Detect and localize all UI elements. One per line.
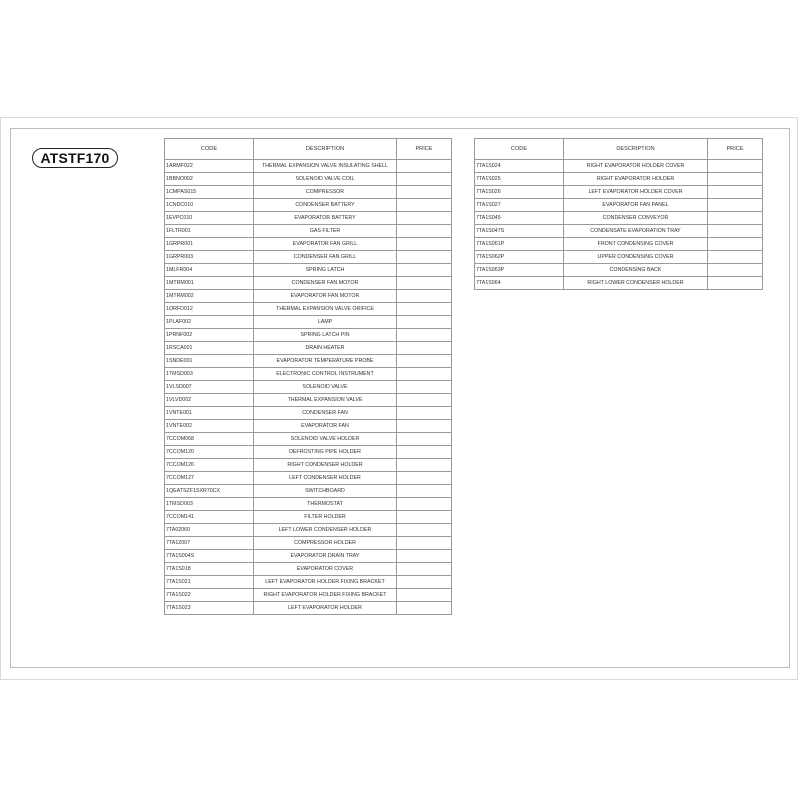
table-row bbox=[165, 368, 452, 381]
part-price bbox=[397, 316, 452, 329]
part-price bbox=[397, 303, 452, 316]
table-row bbox=[475, 251, 763, 264]
part-description: CONDENSER FAN bbox=[254, 407, 397, 420]
table-row bbox=[165, 316, 452, 329]
part-price bbox=[708, 212, 763, 225]
part-price bbox=[397, 446, 452, 459]
part-description: CONDENSER BATTERY bbox=[254, 199, 397, 212]
part-code: 1SNDE001 bbox=[165, 355, 254, 368]
table-row bbox=[165, 277, 452, 290]
table-row bbox=[165, 394, 452, 407]
part-price bbox=[397, 459, 452, 472]
part-description: EVAPORATOR FAN GRILL bbox=[254, 238, 397, 251]
part-code: 7TA1S061P bbox=[475, 238, 564, 251]
table-row bbox=[475, 238, 763, 251]
part-description: CONDENSER FAN GRILL bbox=[254, 251, 397, 264]
part-price bbox=[397, 420, 452, 433]
part-description: DEFROSTING PIPE HOLDER bbox=[254, 446, 397, 459]
part-price bbox=[397, 602, 452, 615]
part-code: 7CCOM120 bbox=[165, 446, 254, 459]
part-description: SOLENOID VALVE bbox=[254, 381, 397, 394]
part-description: CONDENSER CONVEYOR bbox=[564, 212, 708, 225]
part-code: 7CCOM127 bbox=[165, 472, 254, 485]
table-row bbox=[165, 381, 452, 394]
part-description: FRONT CONDENSING COVER bbox=[564, 238, 708, 251]
part-code: 7TA1S063P bbox=[475, 264, 564, 277]
part-code: 1CNDC010 bbox=[165, 199, 254, 212]
table-row bbox=[475, 277, 763, 290]
part-price bbox=[708, 199, 763, 212]
table-row bbox=[165, 524, 452, 537]
part-description: LEFT EVAPORATOR HOLDER COVER bbox=[564, 186, 708, 199]
part-price bbox=[397, 355, 452, 368]
part-code: 1PRNF002 bbox=[165, 329, 254, 342]
table-row bbox=[165, 537, 452, 550]
parts-table-right bbox=[474, 138, 763, 290]
part-description: LEFT CONDENSER HOLDER bbox=[254, 472, 397, 485]
header-price: PRICE bbox=[708, 139, 763, 160]
table-row bbox=[165, 407, 452, 420]
part-description: THERMAL EXPANSION VALVE INSULATING SHELL bbox=[254, 160, 397, 173]
table-row bbox=[165, 602, 452, 615]
part-code: 7CCOM141 bbox=[165, 511, 254, 524]
part-code: 1VLVD002 bbox=[165, 394, 254, 407]
table-row bbox=[475, 212, 763, 225]
part-code: 7CCOM068 bbox=[165, 433, 254, 446]
table-row bbox=[165, 446, 452, 459]
part-description: EVAPORATOR COVER bbox=[254, 563, 397, 576]
table-row bbox=[165, 238, 452, 251]
part-code: 1TMSD003 bbox=[165, 498, 254, 511]
part-description: SPRING LATCH bbox=[254, 264, 397, 277]
table-row bbox=[475, 186, 763, 199]
part-price bbox=[397, 225, 452, 238]
table-row bbox=[165, 251, 452, 264]
part-code: 1FLTR001 bbox=[165, 225, 254, 238]
part-code: 1BBNO002 bbox=[165, 173, 254, 186]
part-price bbox=[397, 238, 452, 251]
part-code: 7TA1S027 bbox=[475, 199, 564, 212]
part-code: 7TA1S026 bbox=[475, 186, 564, 199]
part-description: LAMP bbox=[254, 316, 397, 329]
parts-table-left-body bbox=[165, 160, 452, 615]
part-price bbox=[397, 563, 452, 576]
part-code: 1ARMF022 bbox=[165, 160, 254, 173]
part-description: THERMAL EXPANSION VALVE bbox=[254, 394, 397, 407]
part-code: 7TA12007 bbox=[165, 537, 254, 550]
part-code: 7TA1S018 bbox=[165, 563, 254, 576]
part-price bbox=[397, 212, 452, 225]
part-price bbox=[397, 537, 452, 550]
part-price bbox=[397, 342, 452, 355]
table-row bbox=[165, 264, 452, 277]
part-code: 7TA1S022 bbox=[165, 589, 254, 602]
parts-table-left bbox=[164, 138, 452, 615]
table-header-row bbox=[165, 139, 452, 160]
part-code: 7TA1S004S bbox=[165, 550, 254, 563]
table-row bbox=[165, 303, 452, 316]
part-description: RIGHT LOWER CONDENSER HOLDER bbox=[564, 277, 708, 290]
part-price bbox=[397, 576, 452, 589]
part-description: RIGHT EVAPORATOR HOLDER COVER bbox=[564, 160, 708, 173]
header-code: CODE bbox=[475, 139, 564, 160]
table-row bbox=[165, 186, 452, 199]
part-price bbox=[397, 329, 452, 342]
table-row bbox=[475, 160, 763, 173]
part-price bbox=[708, 186, 763, 199]
parts-table-right-body bbox=[475, 160, 763, 290]
part-code: 1VNTE001 bbox=[165, 407, 254, 420]
table-row bbox=[165, 225, 452, 238]
part-price bbox=[397, 290, 452, 303]
model-badge bbox=[32, 148, 118, 168]
table-row bbox=[165, 290, 452, 303]
part-price bbox=[397, 407, 452, 420]
part-description: EVAPORATOR TEMPERATURE PROBE bbox=[254, 355, 397, 368]
part-code: 1MTRM001 bbox=[165, 277, 254, 290]
part-description: LEFT LOWER CONDENSER HOLDER bbox=[254, 524, 397, 537]
part-code: 7TA02060 bbox=[165, 524, 254, 537]
part-price bbox=[397, 173, 452, 186]
table-row bbox=[165, 199, 452, 212]
part-description: RIGHT EVAPORATOR HOLDER FIXING BRACKET bbox=[254, 589, 397, 602]
part-code: 7CCOM126 bbox=[165, 459, 254, 472]
part-description: LEFT EVAPORATOR HOLDER FIXING BRACKET bbox=[254, 576, 397, 589]
part-description: GAS FILTER bbox=[254, 225, 397, 238]
part-code: 7TA1S062P bbox=[475, 251, 564, 264]
part-description: THERMAL EXPANSION VALVE ORIFICE bbox=[254, 303, 397, 316]
part-price bbox=[397, 381, 452, 394]
part-price bbox=[708, 160, 763, 173]
part-price bbox=[397, 160, 452, 173]
part-code: 1GRPR001 bbox=[165, 238, 254, 251]
part-price bbox=[708, 264, 763, 277]
part-price bbox=[397, 199, 452, 212]
part-description: CONDENSING BACK bbox=[564, 264, 708, 277]
part-code: 1EVPC010 bbox=[165, 212, 254, 225]
table-row bbox=[165, 420, 452, 433]
part-description: RIGHT EVAPORATOR HOLDER bbox=[564, 173, 708, 186]
table-row bbox=[165, 160, 452, 173]
part-price bbox=[708, 225, 763, 238]
part-code: 7TA1S024 bbox=[475, 160, 564, 173]
part-code: 7TA1S021 bbox=[165, 576, 254, 589]
table-row bbox=[165, 550, 452, 563]
table-row bbox=[165, 589, 452, 602]
part-price bbox=[397, 251, 452, 264]
header-price: PRICE bbox=[397, 139, 452, 160]
part-price bbox=[397, 511, 452, 524]
part-price bbox=[708, 238, 763, 251]
part-code: 7TA1S023 bbox=[165, 602, 254, 615]
header-description: DESCRIPTION bbox=[254, 139, 397, 160]
part-description: EVAPORATOR FAN PANEL bbox=[564, 199, 708, 212]
part-description: CONDENSATE EVAPORATION TRAY bbox=[564, 225, 708, 238]
part-description: FILTER HOLDER bbox=[254, 511, 397, 524]
part-price bbox=[708, 277, 763, 290]
part-code: 1PLAF002 bbox=[165, 316, 254, 329]
part-description: UPPER CONDENSING COVER bbox=[564, 251, 708, 264]
part-description: SPRING LATCH PIN bbox=[254, 329, 397, 342]
table-row bbox=[165, 563, 452, 576]
part-code: 1ORFD012 bbox=[165, 303, 254, 316]
part-description: SOLENOID VALVE HOLDER bbox=[254, 433, 397, 446]
part-code: 1TMSD003 bbox=[165, 368, 254, 381]
part-description: CONDENSER FAN MOTOR bbox=[254, 277, 397, 290]
part-price bbox=[397, 485, 452, 498]
table-row bbox=[165, 212, 452, 225]
table-row bbox=[165, 576, 452, 589]
part-price bbox=[708, 173, 763, 186]
part-price bbox=[397, 472, 452, 485]
part-price bbox=[397, 550, 452, 563]
part-price bbox=[397, 186, 452, 199]
table-row bbox=[475, 199, 763, 212]
table-row bbox=[165, 485, 452, 498]
table-header-row bbox=[475, 139, 763, 160]
table-row bbox=[475, 225, 763, 238]
table-row bbox=[165, 472, 452, 485]
part-price bbox=[397, 433, 452, 446]
part-code: 1VLSD007 bbox=[165, 381, 254, 394]
header-description: DESCRIPTION bbox=[564, 139, 708, 160]
table-row bbox=[165, 498, 452, 511]
part-description: COMPRESSOR HOLDER bbox=[254, 537, 397, 550]
table-row bbox=[165, 329, 452, 342]
part-code: 7TA1S064 bbox=[475, 277, 564, 290]
part-description: ELECTRONIC CONTROL INSTRUMENT bbox=[254, 368, 397, 381]
header-code: CODE bbox=[165, 139, 254, 160]
part-code: 1GRPR003 bbox=[165, 251, 254, 264]
part-description: THERMOSTAT bbox=[254, 498, 397, 511]
part-description: SWITCHBOARD bbox=[254, 485, 397, 498]
table-row bbox=[165, 433, 452, 446]
part-description: LEFT EVAPORATOR HOLDER bbox=[254, 602, 397, 615]
model-title: ATSTF170 bbox=[40, 150, 110, 166]
part-price bbox=[397, 264, 452, 277]
part-code: 1RSCA001 bbox=[165, 342, 254, 355]
part-code: 7TA1S047S bbox=[475, 225, 564, 238]
table-row bbox=[165, 173, 452, 186]
part-price bbox=[397, 368, 452, 381]
part-description: DRAIN HEATER bbox=[254, 342, 397, 355]
part-price bbox=[397, 394, 452, 407]
part-description: COMPRESSOR bbox=[254, 186, 397, 199]
part-price bbox=[397, 498, 452, 511]
part-price bbox=[708, 251, 763, 264]
part-code: 1MTRM002 bbox=[165, 290, 254, 303]
part-description: EVAPORATOR FAN bbox=[254, 420, 397, 433]
table-row bbox=[165, 342, 452, 355]
part-code: 1QEATSZF1SXR70CX bbox=[165, 485, 254, 498]
part-description: RIGHT CONDENSER HOLDER bbox=[254, 459, 397, 472]
table-row bbox=[475, 173, 763, 186]
part-price bbox=[397, 277, 452, 290]
part-description: SOLENOID VALVE COIL bbox=[254, 173, 397, 186]
table-row bbox=[475, 264, 763, 277]
part-code: 7TA1S025 bbox=[475, 173, 564, 186]
part-description: EVAPORATOR DRAIN TRAY bbox=[254, 550, 397, 563]
table-row bbox=[165, 459, 452, 472]
table-row bbox=[165, 355, 452, 368]
part-code: 1CMPAS015 bbox=[165, 186, 254, 199]
part-price bbox=[397, 524, 452, 537]
part-description: EVAPORATOR FAN MOTOR bbox=[254, 290, 397, 303]
part-description: EVAPORATOR BATTERY bbox=[254, 212, 397, 225]
part-code: 1VNTE002 bbox=[165, 420, 254, 433]
part-price bbox=[397, 589, 452, 602]
part-code: 1MLFR004 bbox=[165, 264, 254, 277]
part-code: 7TA1S045 bbox=[475, 212, 564, 225]
table-row bbox=[165, 511, 452, 524]
